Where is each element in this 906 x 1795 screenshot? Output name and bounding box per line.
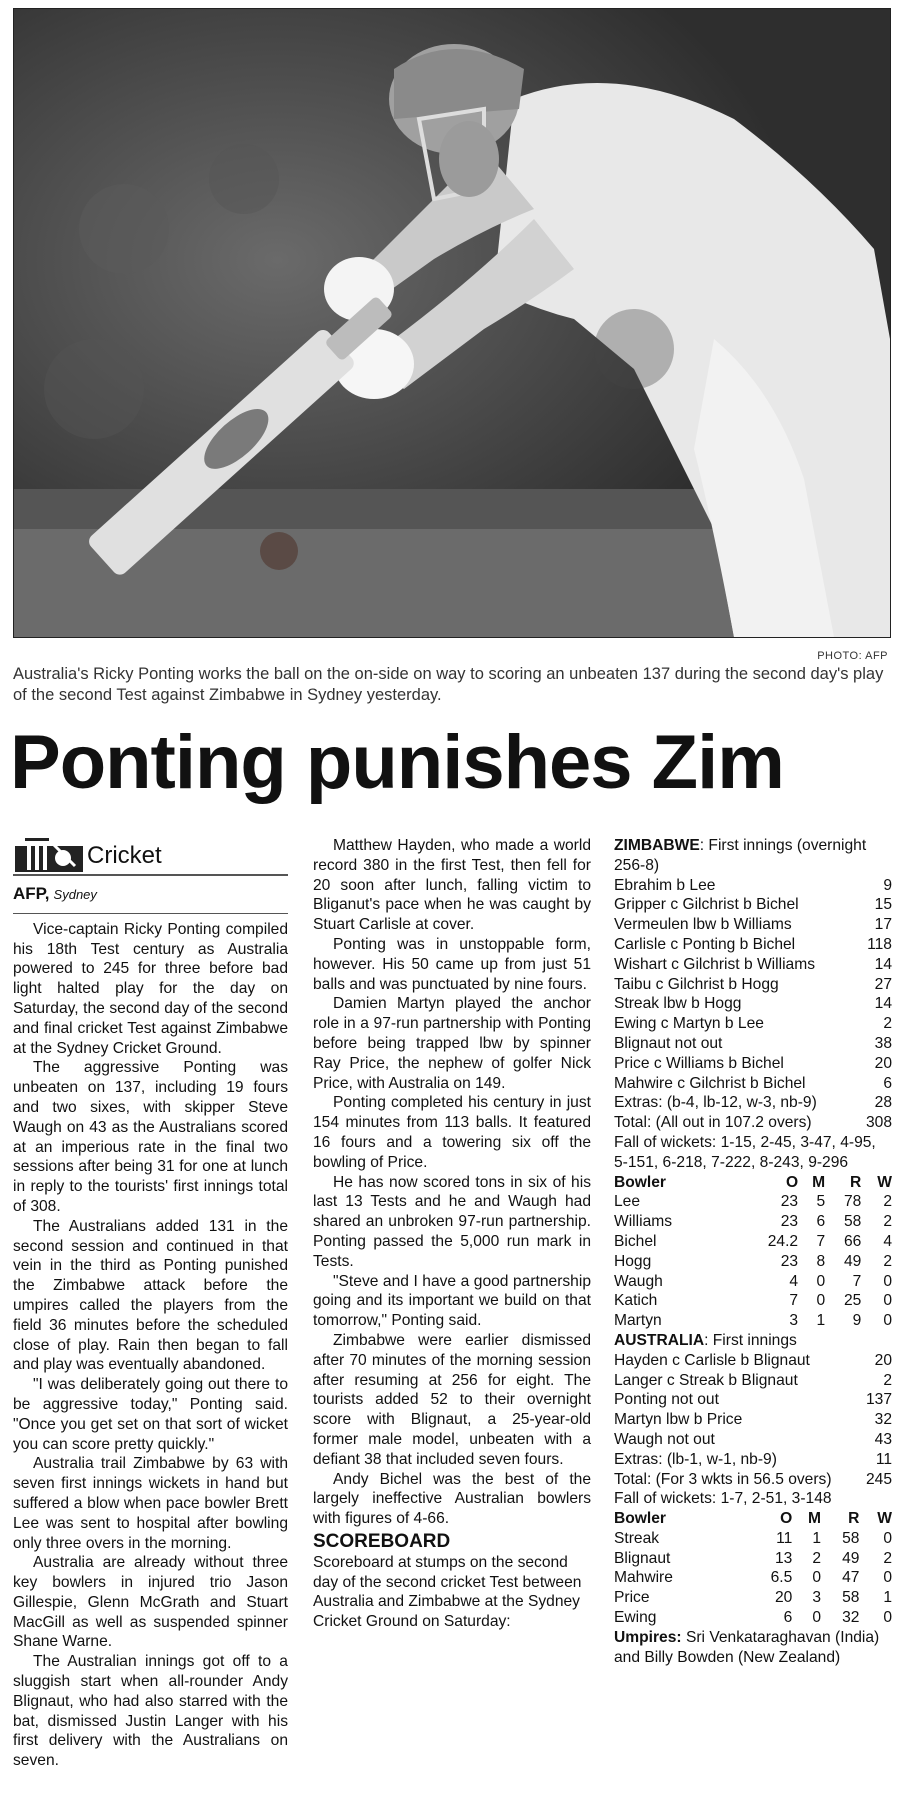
story-paragraph: Andy Bichel was the best of the largely ineffective Australian bowlers with figures of 4-66. <box>313 1470 591 1528</box>
australia-bowling-table <box>614 1173 892 1331</box>
bowling-figure: 0 <box>812 1609 822 1627</box>
batsman-dismissal: Ewing c Martyn b Lee <box>614 1015 764 1033</box>
column-2 <box>313 836 591 1632</box>
batsman-dismissal: Blignaut not out <box>614 1034 723 1052</box>
bowling-column-header: W <box>877 1173 892 1191</box>
runs: 11 <box>875 1450 892 1468</box>
bowling-figure: 0 <box>883 1312 892 1330</box>
bowling-figure: 0 <box>816 1292 826 1310</box>
bowling-figure: 0 <box>812 1569 822 1587</box>
bowling-column-header: O <box>780 1510 793 1528</box>
bowling-figure: 47 <box>842 1569 860 1587</box>
bowling-figure: 0 <box>883 1609 892 1627</box>
batsman-dismissal: Extras: (lb-1, w-1, nb-9) <box>614 1450 777 1468</box>
runs: 27 <box>874 975 892 993</box>
bowling-header-row <box>614 1173 892 1193</box>
bowling-figure: 1 <box>816 1312 826 1330</box>
bowling-figure: 8 <box>816 1252 826 1270</box>
batting-row <box>614 1034 892 1054</box>
bowling-figure: 4 <box>789 1272 799 1290</box>
batting-row <box>614 1014 892 1034</box>
batsman-dismissal: Gripper c Gilchrist b Bichel <box>614 896 799 914</box>
bowler-name: Martyn <box>614 1312 662 1330</box>
batsman-dismissal: Streak lbw b Hogg <box>614 995 742 1013</box>
team-name: AUSTRALIA <box>614 1331 705 1349</box>
batsman-dismissal: Martyn lbw b Price <box>614 1411 743 1429</box>
section-rule <box>13 874 288 876</box>
scoreboard-heading: SCOREBOARD <box>313 1530 451 1552</box>
zimbabwe-bowling-table <box>614 1509 892 1628</box>
bowler-name: Katich <box>614 1292 658 1310</box>
runs: 15 <box>874 896 892 914</box>
bowler-name: Lee <box>614 1193 641 1211</box>
bowling-figure: 25 <box>843 1292 862 1310</box>
story-paragraph: Australia are already without three key bowlers in injured trio Jason Gillespie, Glenn McGrath and Stuart MacGill as well as suspended spinner Shane Warne. <box>13 1554 288 1651</box>
bowling-figure: 4 <box>883 1232 892 1250</box>
runs: 28 <box>874 1094 892 1112</box>
bowler-name: Williams <box>614 1213 673 1231</box>
byline <box>13 884 288 914</box>
batting-row <box>614 915 892 935</box>
runs: 14 <box>874 995 892 1013</box>
batting-row <box>614 1430 892 1450</box>
scoreboard-intro: Scoreboard at stumps on the second day of the second cricket Test between Australia and Zimbabwe at the Sydney Cricket Ground on Saturday: <box>313 1553 582 1631</box>
bowling-figure: 32 <box>842 1609 860 1627</box>
bowler-name: Ewing <box>614 1609 657 1627</box>
bowling-figure: 58 <box>842 1589 860 1607</box>
runs: 20 <box>874 1054 892 1072</box>
bowling-figure: 49 <box>843 1252 862 1270</box>
batsman-dismissal: Mahwire c Gilchrist b Bichel <box>614 1074 806 1092</box>
fall-of-wickets: Fall of wickets: 1-7, 2-51, 3-148 <box>614 1490 832 1508</box>
bowling-figure: 7 <box>816 1232 826 1250</box>
bowling-row <box>614 1549 892 1569</box>
story-paragraph: Ponting was in unstoppable form, however. His 50 came up from just 51 balls and was punctuated by nine fours. <box>313 935 591 993</box>
batsman-dismissal: Total: (All out in 107.2 overs) <box>614 1114 812 1132</box>
bowling-figure: 2 <box>883 1549 892 1567</box>
batsman-dismissal: Vermeulen lbw b Williams <box>614 916 792 934</box>
story-paragraph: The Australian innings got off to a sluggish start when all-rounder Andy Blignaut, who had also starred with the bat, dismissed Justin Langer with his first delivery with the Australians on seven. <box>13 1653 288 1770</box>
section-name: Cricket <box>87 842 162 869</box>
bowling-column-header: O <box>785 1173 799 1191</box>
bowling-figure: 7 <box>852 1272 862 1290</box>
story-paragraph: "Steve and I have a good partnership going and its important we build on that tomorrow," Ponting said. <box>313 1272 591 1330</box>
bowling-column-header: M <box>812 1173 826 1191</box>
australia-innings-heading <box>614 1331 892 1351</box>
runs: 137 <box>865 1391 892 1409</box>
runs: 14 <box>874 955 892 973</box>
runs: 245 <box>865 1470 892 1488</box>
bowling-row <box>614 1588 892 1608</box>
story-paragraph: Australia trail Zimbabwe by 63 with seven first innings wickets in hand but suffered a blow when pace bowler Brett Lee was sent to hospital after bowling only three overs in the morning. <box>13 1455 288 1552</box>
bowling-column-header: Bowler <box>614 1173 666 1191</box>
bowling-figure: 5 <box>816 1193 826 1211</box>
bowling-figure: 6 <box>816 1213 826 1231</box>
bowling-column-header: R <box>848 1510 860 1528</box>
bowler-name: Blignaut <box>614 1549 671 1567</box>
bowling-figure: 58 <box>843 1213 862 1231</box>
bowling-figure: 11 <box>776 1529 793 1547</box>
bowling-row <box>614 1568 892 1588</box>
runs: 32 <box>874 1411 892 1429</box>
batting-row <box>614 1410 892 1430</box>
zimbabwe-innings-heading <box>614 836 892 876</box>
bowling-figure: 2 <box>812 1549 822 1567</box>
batting-row <box>614 1093 892 1113</box>
story-paragraph: The aggressive Ponting was unbeaten on 137, including 19 fours and two sixes, with skipper Steve Waugh on 43 as the Australians scored at an imperious rate in the final two sessions after being 31 for one at lunch in reply to the tourists' first innings total of 308. <box>13 1059 288 1215</box>
bowler-name: Hogg <box>614 1252 652 1270</box>
batsman-dismissal: Total: (For 3 wkts in 56.5 overs) <box>614 1470 832 1488</box>
batsman-dismissal: Hayden c Carlisle b Blignaut <box>614 1351 810 1369</box>
bowling-row <box>614 1192 892 1212</box>
bowler-name: Mahwire <box>614 1569 673 1587</box>
umpires-names: Sri Venkataraghavan (India) and Billy Bowden (New Zealand) <box>614 1628 880 1666</box>
story-paragraph: Zimbabwe were earlier dismissed after 70 minutes of the morning session after resuming at 256 for eight. The tourists added 52 to their overnight score with Blignaut, a 25-year-old former male model, unbeaten with a defiant 38 that included seven fours. <box>313 1331 591 1468</box>
runs: 118 <box>867 935 892 953</box>
batsman-dismissal: Waugh not out <box>614 1430 715 1448</box>
batting-row <box>614 975 892 995</box>
bowling-figure: 0 <box>883 1272 892 1290</box>
batsman-dismissal: Price c Williams b Bichel <box>614 1054 784 1072</box>
zimbabwe-batting-list <box>614 876 892 1133</box>
news-photo <box>13 8 891 638</box>
runs: 17 <box>874 916 892 934</box>
photo-caption: Australia's Ricky Ponting works the ball on the on-side on way to scoring an unbeaten 137 during the second day's play of the second Test against Zimbabwe in Sydney yesterday. <box>13 665 884 704</box>
bowling-figure: 66 <box>843 1232 862 1250</box>
batting-row <box>614 1450 892 1470</box>
batsman-dismissal: Ebrahim b Lee <box>614 876 716 894</box>
bowling-figure: 1 <box>883 1589 892 1607</box>
bowling-figure: 7 <box>789 1292 799 1310</box>
bowling-figure: 58 <box>842 1529 860 1547</box>
bowling-figure: 6 <box>783 1609 793 1627</box>
bowling-column-header: R <box>850 1173 862 1191</box>
bowling-figure: 0 <box>883 1529 892 1547</box>
photo-credit: PHOTO: AFP <box>817 650 888 662</box>
runs: 38 <box>874 1034 892 1052</box>
bowling-figure: 2 <box>883 1213 892 1231</box>
runs: 2 <box>883 1015 892 1033</box>
bowling-row <box>614 1291 892 1311</box>
runs: 2 <box>883 1371 892 1389</box>
bowling-figure: 24.2 <box>767 1232 799 1250</box>
batting-row <box>614 1113 892 1133</box>
bowling-row <box>614 1252 892 1272</box>
runs: 43 <box>874 1430 892 1448</box>
batsman-dismissal: Carlisle c Ponting b Bichel <box>614 935 796 953</box>
runs: 20 <box>874 1351 892 1369</box>
australia-batting-list <box>614 1351 892 1490</box>
bowler-name: Bichel <box>614 1232 657 1250</box>
bowling-figure: 3 <box>812 1589 822 1607</box>
batting-row <box>614 1470 892 1490</box>
batting-row <box>614 1074 892 1094</box>
bowling-figure: 1 <box>812 1529 822 1547</box>
bowler-name: Streak <box>614 1529 660 1547</box>
umpires-line <box>614 1628 892 1668</box>
fall-of-wickets: Fall of wickets: 1-15, 2-45, 3-47, 4-95, 5-151, 6-218, 7-222, 8-243, 9-296 <box>614 1133 876 1171</box>
bowling-figure: 0 <box>883 1292 892 1310</box>
bowling-figure: 23 <box>780 1213 799 1231</box>
section-label <box>13 836 288 876</box>
bowler-name: Waugh <box>614 1272 663 1290</box>
story-paragraph: The Australians added 131 in the second session and continued in that vein in the third as Ponting punished the Zimbabwe attack before the umpires called the players from the field 36 minutes before the scheduled close of play. Rain then began to fall and play was eventually abandoned. <box>13 1217 288 1374</box>
bowling-column-header: M <box>808 1510 822 1528</box>
batsman-dismissal: Taibu c Gilchrist b Hogg <box>614 975 779 993</box>
bowling-row <box>614 1232 892 1252</box>
batsman-dismissal: Extras: (b-4, lb-12, w-3, nb-9) <box>614 1094 817 1112</box>
bowling-figure: 6.5 <box>770 1569 793 1587</box>
batting-row <box>614 876 892 896</box>
bowling-row <box>614 1311 892 1331</box>
bowling-row <box>614 1608 892 1628</box>
bowling-figure: 2 <box>883 1193 892 1211</box>
bowling-row <box>614 1529 892 1549</box>
story-paragraph: Vice-captain Ricky Ponting compiled his 18th Test century as Australia powered to 245 for three before bad light halted play for the day on Saturday, the second day of the second and final cricket Test against Zimbabwe at the Sydney Cricket Ground. <box>13 920 288 1057</box>
runs: 6 <box>883 1074 892 1092</box>
story-paragraph: Ponting completed his century in just 154 minutes from 113 balls. It featured 16 fours and a towering six off the bowling of Price. <box>313 1094 591 1171</box>
runs: 9 <box>883 876 892 894</box>
bowling-column-header: Bowler <box>614 1510 666 1528</box>
batting-row <box>614 994 892 1014</box>
bowling-figure: 23 <box>780 1252 799 1270</box>
bowling-figure: 23 <box>780 1193 799 1211</box>
column-3 <box>614 836 892 1667</box>
bowling-figure: 49 <box>842 1549 860 1567</box>
column-1 <box>13 836 288 1771</box>
story-paragraph: Matthew Hayden, who made a world record 380 in the first Test, then fell for 20 soon after lunch, falling victim to Bliganut's pace when he was caught by Stuart Carlisle at cover. <box>313 837 591 934</box>
story-paragraph: "I was deliberately going out there to be aggressive today," Ponting said. "Once you get set on that sort of wicket you can score pretty quickly." <box>13 1376 288 1453</box>
cricket-stumps-icon <box>13 836 85 872</box>
batting-row <box>614 955 892 975</box>
bowling-figure: 0 <box>816 1272 826 1290</box>
batting-row <box>614 1054 892 1074</box>
story-paragraph: He has now scored tons in six of his last 13 Tests and he and Waugh had shared an unbroken 97-run partnership. Ponting passed the 5,000 run mark in Tests. <box>313 1173 591 1270</box>
bowling-figure: 20 <box>774 1589 793 1607</box>
runs: 308 <box>865 1114 892 1132</box>
bowling-figure: 13 <box>774 1549 793 1567</box>
batting-row <box>614 1390 892 1410</box>
innings-label: : First innings (overnight 256-8) <box>614 837 867 874</box>
batting-row <box>614 895 892 915</box>
bowling-column-header: W <box>877 1510 892 1528</box>
batting-row <box>614 1351 892 1371</box>
innings-label: : First innings <box>704 1331 797 1349</box>
headline: Ponting punishes Zim <box>10 720 784 805</box>
bowling-header-row <box>614 1509 892 1529</box>
bowling-figure: 78 <box>843 1193 862 1211</box>
byline-place: Sydney <box>53 887 97 902</box>
bowling-row <box>614 1272 892 1292</box>
byline-agency: AFP, <box>13 884 50 903</box>
batting-row <box>614 935 892 955</box>
batsman-dismissal: Ponting not out <box>614 1391 719 1409</box>
batting-row <box>614 1371 892 1391</box>
story-paragraph: Damien Martyn played the anchor role in a 97-run partnership with Ponting before being trapped lbw by spinner Ray Price, the nephew of golfer Nick Price, with Australia on 149. <box>313 995 591 1092</box>
umpires-label: Umpires: <box>614 1628 682 1646</box>
team-name: ZIMBABWE <box>614 837 700 854</box>
bowling-figure: 9 <box>852 1312 862 1330</box>
bowler-name: Price <box>614 1589 650 1607</box>
bowling-figure: 0 <box>883 1569 892 1587</box>
bowling-row <box>614 1212 892 1232</box>
batsman-dismissal: Langer c Streak b Blignaut <box>614 1371 798 1389</box>
batsman-dismissal: Wishart c Gilchrist b Williams <box>614 955 815 973</box>
bowling-figure: 3 <box>789 1312 799 1330</box>
bowling-figure: 2 <box>883 1252 892 1270</box>
